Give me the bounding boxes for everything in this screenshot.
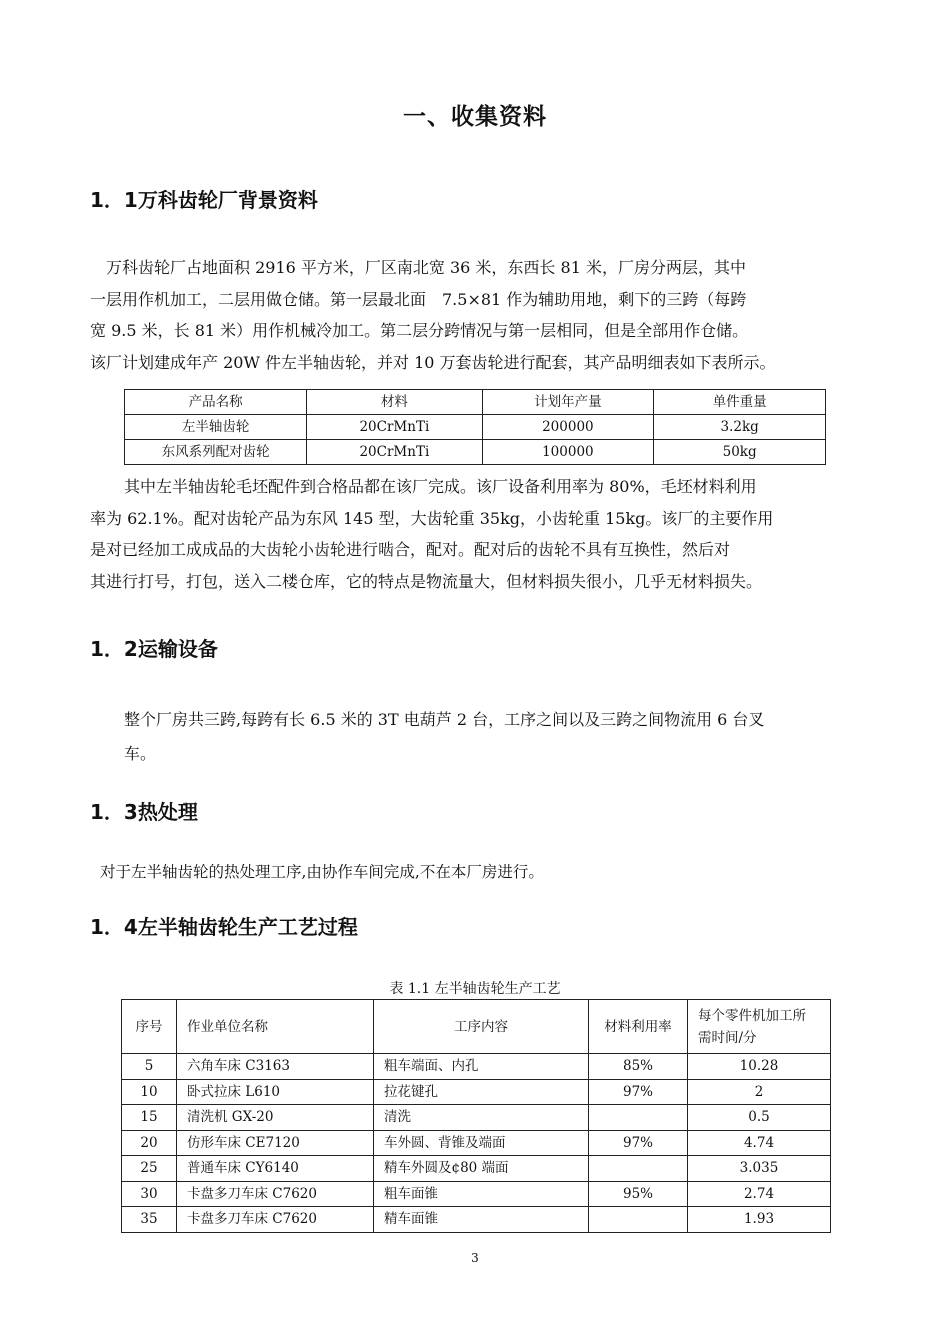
table-cell: 10.28: [688, 1054, 831, 1080]
section-heading-process: 1．4左半轴齿轮生产工艺过程: [90, 915, 358, 939]
section-heading-heat-treatment: 1．3热处理: [90, 800, 198, 824]
table-cell: 东风系列配对齿轮: [125, 440, 307, 465]
header-cell: 材料: [307, 390, 482, 415]
table-cell: 3.2kg: [654, 415, 826, 440]
paragraph-line: 率为 62.1%。配对齿轮产品为东风 145 型，大齿轮重 35kg，小齿轮重 15kg。该厂的主要作用: [90, 508, 774, 528]
table-cell: 200000: [482, 415, 654, 440]
page-title: 一、收集资料: [403, 104, 547, 130]
table-row: [122, 1207, 831, 1233]
table-cell: [589, 1207, 688, 1233]
table-cell: 0.5: [688, 1105, 831, 1131]
table-cell: 清洗: [374, 1105, 589, 1131]
table-cell: [589, 1156, 688, 1182]
table-cell: 100000: [482, 440, 654, 465]
intro-line: 宽 9.5 米，长 81 米）用作机械冷加工。第二层分跨情况与第一层相同，但是全部用作仓储。: [90, 321, 749, 340]
table-cell: 30: [122, 1181, 177, 1207]
table-cell: 普通车床 CY6140: [177, 1156, 374, 1182]
table-cell: 25: [122, 1156, 177, 1182]
table-caption: 表 1.1 左半轴齿轮生产工艺: [389, 981, 561, 997]
table-row: [122, 1181, 831, 1207]
transport-paragraph: [124, 703, 858, 771]
table-cell: 仿形车床 CE7120: [177, 1130, 374, 1156]
product-table: [124, 389, 826, 465]
intro-line: 一层用作机加工，二层用做仓储。第一层最北面 7.5×81 作为辅助用地，剩下的三跨（每跨: [90, 289, 747, 309]
paragraph-line: 其中左半轴齿轮毛坯配件到合格品都在该厂完成。该厂设备利用率为 80%，毛坯材料利用: [124, 477, 757, 496]
table-cell: 97%: [589, 1130, 688, 1156]
paragraph-line: 是对已经加工成成品的大齿轮小齿轮进行啮合，配对。配对后的齿轮不具有互换性，然后对: [90, 540, 731, 559]
process-table: [121, 999, 831, 1233]
table-cell: 4.74: [688, 1130, 831, 1156]
table-row: [122, 1130, 831, 1156]
table-cell: 20CrMnTi: [307, 415, 482, 440]
table-cell: 15: [122, 1105, 177, 1131]
table-cell: 50kg: [654, 440, 826, 465]
header-cell: 作业单位名称: [177, 1000, 374, 1054]
table-cell: 2.74: [688, 1181, 831, 1207]
header-cell: 材料利用率: [589, 1000, 688, 1054]
page-number: 3: [471, 1251, 479, 1265]
intro-paragraph: [90, 252, 858, 378]
table-cell: 左半轴齿轮: [125, 415, 307, 440]
table-row: [125, 415, 826, 440]
table-cell: 35: [122, 1207, 177, 1233]
table-cell: 六角车床 C3163: [177, 1054, 374, 1080]
table-cell: 20CrMnTi: [307, 440, 482, 465]
intro-line: 万科齿轮厂占地面积 2916 平方米，厂区南北宽 36 米，东西长 81 米，厂房分两层，其中: [90, 258, 746, 277]
section-heading-background: 1．1万科齿轮厂背景资料: [90, 188, 318, 212]
table-cell: 粗车面锥: [374, 1181, 589, 1207]
header-cell: 产品名称: [125, 390, 307, 415]
table-cell: 拉花键孔: [374, 1079, 589, 1105]
table-cell: 3.035: [688, 1156, 831, 1182]
header-line: 每个零件机加工所: [698, 1007, 806, 1024]
table-cell: 精车面锥: [374, 1207, 589, 1233]
table-cell: 10: [122, 1079, 177, 1105]
header-cell: 工序内容: [374, 1000, 589, 1054]
table-cell: 卧式拉床 L610: [177, 1079, 374, 1105]
header-line: 需时间/分: [698, 1029, 757, 1046]
header-cell-time: [688, 1000, 831, 1054]
table-cell: 精车外圆及¢80 端面: [374, 1156, 589, 1182]
heat-treatment-paragraph: 对于左半轴齿轮的热处理工序,由协作车间完成,不在本厂房进行。: [100, 863, 544, 881]
table-cell: 清洗机 GX-20: [177, 1105, 374, 1131]
table-header-row: [122, 1000, 831, 1054]
table-header-row: [125, 390, 826, 415]
intro-line: 该厂计划建成年产 20W 件左半轴齿轮，并对 10 万套齿轮进行配套，其产品明细表如下表所示。: [90, 352, 776, 372]
header-cell: 计划年产量: [482, 390, 654, 415]
table-cell: 卡盘多刀车床 C7620: [177, 1181, 374, 1207]
table-row: [122, 1079, 831, 1105]
table-cell: 20: [122, 1130, 177, 1156]
header-cell: 单件重量: [654, 390, 826, 415]
table-row: [122, 1156, 831, 1182]
table-row: [125, 440, 826, 465]
header-cell: 序号: [122, 1000, 177, 1054]
paragraph-line: 整个厂房共三跨,每跨有长 6.5 米的 3T 电葫芦 2 台，工序之间以及三跨之间物流用 6 台叉: [124, 710, 765, 729]
table-cell: 2: [688, 1079, 831, 1105]
table-row: [122, 1054, 831, 1080]
table-row: [122, 1105, 831, 1131]
table-cell: 5: [122, 1054, 177, 1080]
paragraph-line: 车。: [124, 744, 157, 763]
table-cell: 车外圆、背锥及端面: [374, 1130, 589, 1156]
table-cell: 1.93: [688, 1207, 831, 1233]
table-cell: [589, 1105, 688, 1131]
table-cell: 粗车端面、内孔: [374, 1054, 589, 1080]
table-cell: 85%: [589, 1054, 688, 1080]
table-cell: 卡盘多刀车床 C7620: [177, 1207, 374, 1233]
table-cell: 97%: [589, 1079, 688, 1105]
paragraph-line: 其进行打号，打包，送入二楼仓库，它的特点是物流量大，但材料损失很小，几乎无材料损失。: [90, 571, 763, 591]
after-table-paragraph: [90, 471, 858, 597]
table-cell: 95%: [589, 1181, 688, 1207]
section-heading-transport: 1．2运输设备: [90, 637, 218, 661]
